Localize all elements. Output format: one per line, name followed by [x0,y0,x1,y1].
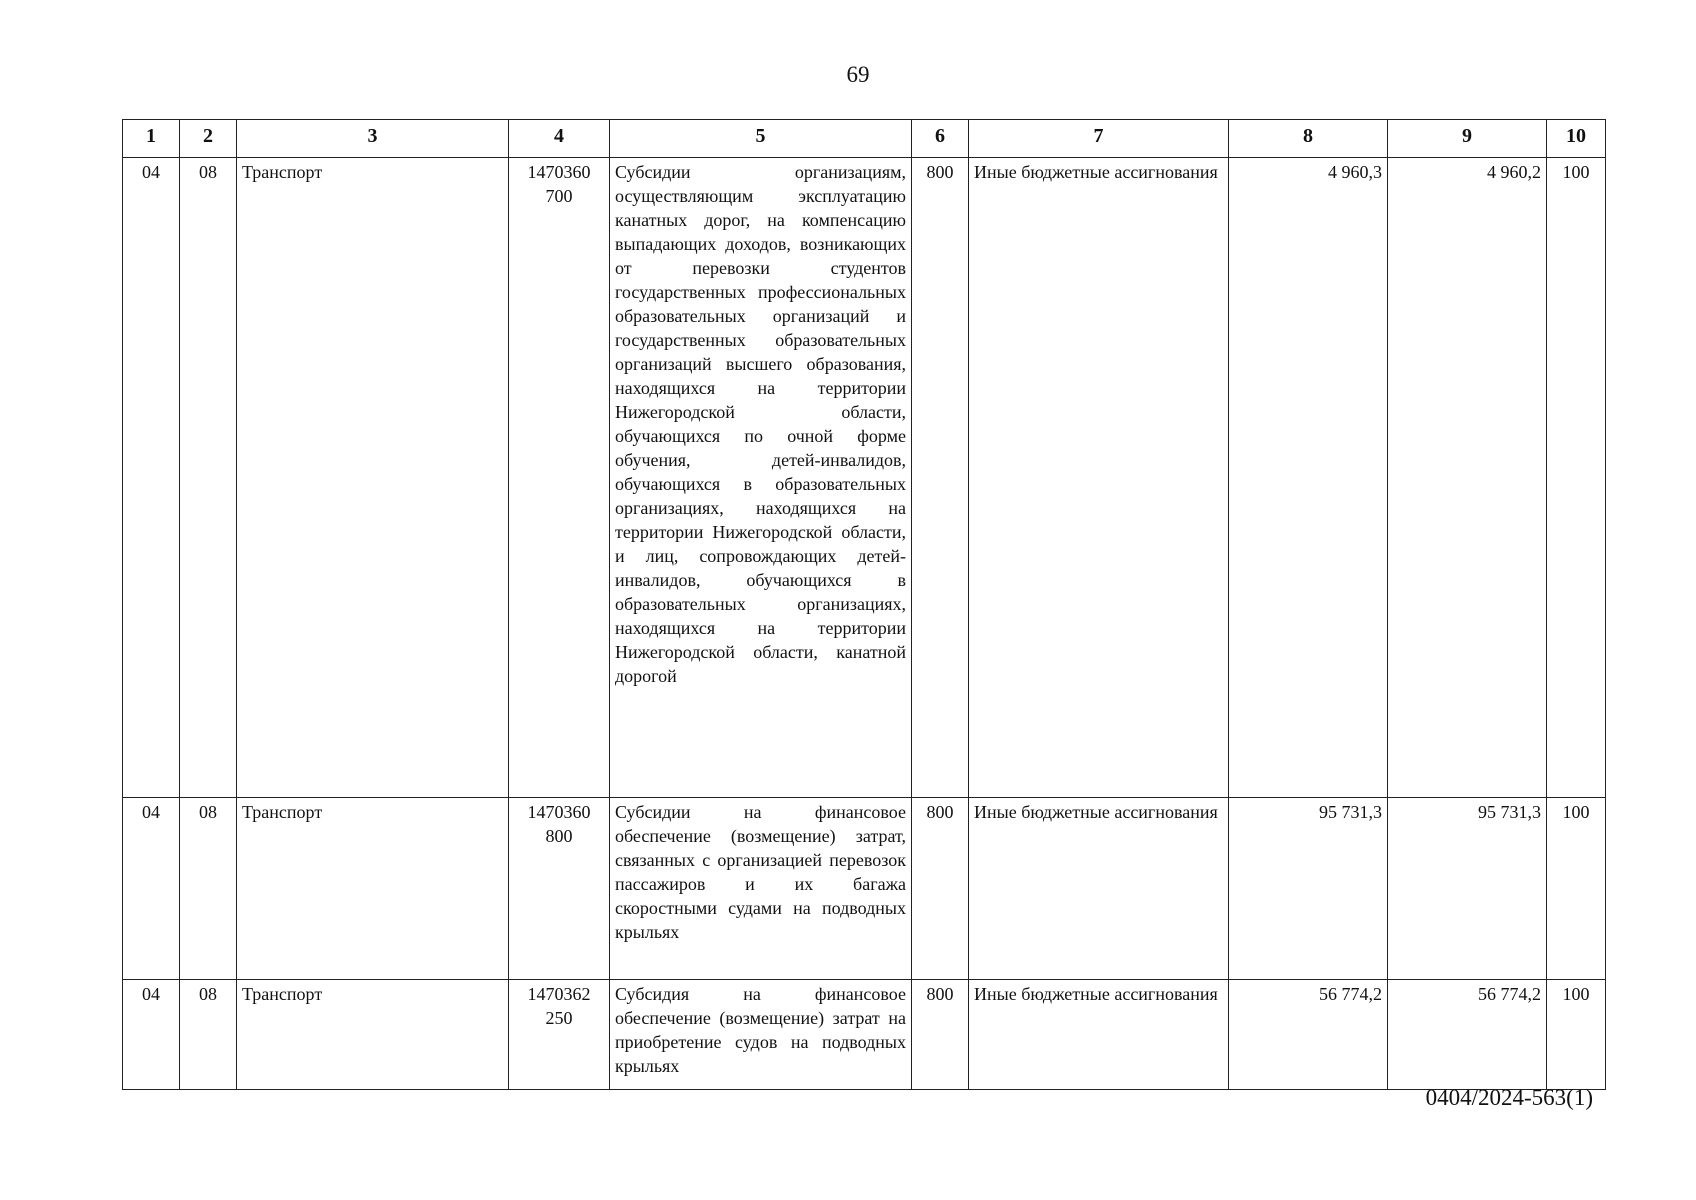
header-cell: 8 [1229,120,1388,158]
planned-amount: 4 960,3 [1229,158,1388,798]
expense-type-name: Иные бюджетные ассигнования [969,980,1229,1090]
planned-amount: 95 731,3 [1229,798,1388,980]
execution-percent: 100 [1547,980,1606,1090]
actual-amount: 4 960,2 [1388,158,1547,798]
header-cell: 5 [610,120,912,158]
header-cell: 1 [123,120,180,158]
section-name: Транспорт [237,980,509,1090]
expense-type-code: 800 [912,798,969,980]
table-row [123,980,1606,1090]
subsection-code: 08 [180,158,237,798]
table-row [123,158,1606,798]
execution-percent: 100 [1547,158,1606,798]
target-article-code [509,158,610,798]
target-article-code [509,980,610,1090]
article-description: Субсидия на финансовое обеспечение (возмещение) затрат на приобретение судов на подводных крыльях [610,980,912,1090]
section-code: 04 [123,980,180,1090]
section-code: 04 [123,158,180,798]
actual-amount: 56 774,2 [1388,980,1547,1090]
subsection-code: 08 [180,798,237,980]
table-row [123,798,1606,980]
target-article-code [509,798,610,980]
planned-amount: 56 774,2 [1229,980,1388,1090]
target-article-code-part1: 1470362 [527,984,591,1004]
header-cell: 2 [180,120,237,158]
page-number: 69 [846,62,870,87]
target-article-code-part2: 250 [545,1008,573,1028]
expense-type-name: Иные бюджетные ассигнования [969,798,1229,980]
header-row [123,120,1606,158]
target-article-code-part1: 1470360 [527,802,591,822]
section-name: Транспорт [237,158,509,798]
header-cell: 3 [237,120,509,158]
header-cell: 4 [509,120,610,158]
target-article-code-part2: 700 [545,186,573,206]
article-description: Субсидии на финансовое обеспечение (возмещение) затрат, связанных с организацией перевозок пассажиров и их багажа скоростными судами на подводных крыльях [610,798,912,980]
header-cell: 6 [912,120,969,158]
section-code: 04 [123,798,180,980]
actual-amount: 95 731,3 [1388,798,1547,980]
budget-table [122,119,1606,1090]
expense-type-code: 800 [912,980,969,1090]
header-cell: 7 [969,120,1229,158]
header-cell: 9 [1388,120,1547,158]
execution-percent: 100 [1547,798,1606,980]
article-description: Субсидии организациям, осуществляющим эксплуатацию канатных дорог, на компенсацию выпадающих доходов, возникающих от перевозки студентов государственных профессиональных образовательных организаций и государственных образовательных организаций высшего образования, находящихся на территории Нижегородской области, обучающихся по очной форме обучения, детей-инвалидов, обучающихся в образовательных организациях, находящихся на территории Нижегородской области, и лиц, сопровождающих детей-инвалидов, обучающихся в образовательных организациях, находящихся на территории Нижегородской области, канатной дорогой [610,158,912,798]
subsection-code: 08 [180,980,237,1090]
expense-type-code: 800 [912,158,969,798]
header-cell: 10 [1547,120,1606,158]
section-name: Транспорт [237,798,509,980]
target-article-code-part2: 800 [545,826,573,846]
expense-type-name: Иные бюджетные ассигнования [969,158,1229,798]
document-id: 0404/2024-563(1) [1425,1085,1593,1110]
target-article-code-part1: 1470360 [527,162,591,182]
